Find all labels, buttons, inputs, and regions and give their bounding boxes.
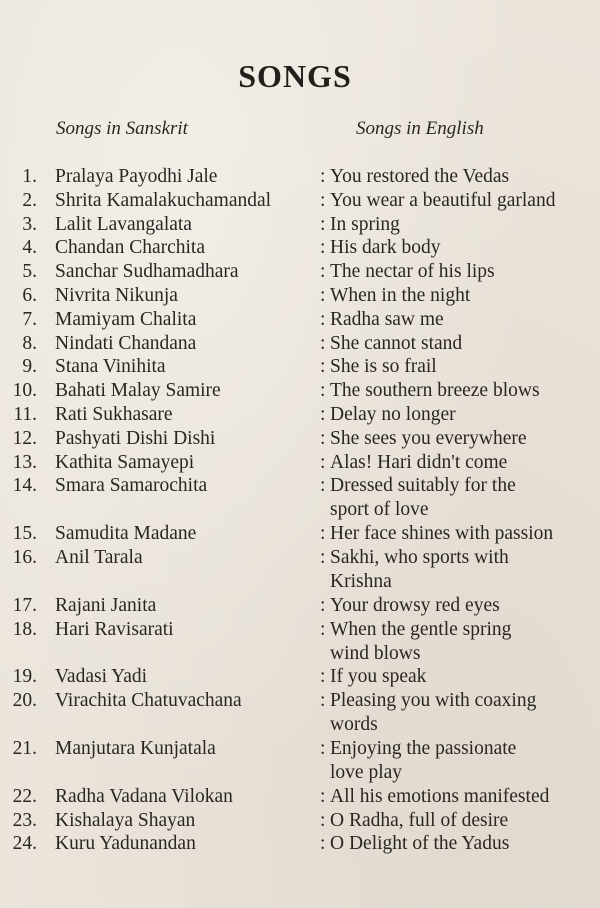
song-row (0, 737, 600, 785)
song-sanskrit-title: Rati Sukhasare (55, 403, 173, 425)
song-sanskrit-title: Pralaya Payodhi Jale (55, 166, 218, 187)
song-sanskrit-title: Samudita Madane (55, 523, 197, 545)
song-sanskrit-title: Nindati Chandana (55, 332, 197, 354)
song-sanskrit-title: Kishalaya Shayan (55, 809, 196, 831)
song-sanskrit-title: Mamiyam Chalita (55, 308, 197, 330)
song-english-title (330, 546, 592, 594)
song-english-title (330, 403, 592, 427)
song-number: 19. (12, 666, 37, 688)
song-english-line: O Radha, full of desire (330, 809, 509, 831)
song-row (0, 809, 600, 833)
song-english-line: She is so frail (330, 356, 437, 378)
song-english-line: Krishna (330, 570, 392, 592)
separator-colon: : (320, 546, 326, 568)
song-english-title (330, 213, 592, 237)
song-english-line: All his emotions manifested (330, 785, 550, 807)
separator-colon: : (320, 213, 326, 235)
song-english-line: Radha saw me (330, 308, 444, 330)
separator-colon: : (320, 403, 326, 425)
song-row (0, 260, 600, 284)
song-english-title (330, 618, 592, 666)
song-row (0, 213, 600, 237)
song-row (0, 522, 600, 546)
song-english-title (330, 451, 592, 475)
song-number: 11. (13, 403, 37, 425)
song-english-line: The nectar of his lips (330, 261, 495, 283)
song-sanskrit-title: Nivrita Nikunja (55, 284, 178, 306)
song-number: 2. (22, 189, 37, 211)
separator-colon: : (320, 261, 326, 283)
songs-list (0, 165, 600, 856)
song-english-line: words (330, 714, 378, 736)
song-row (0, 474, 600, 522)
separator-colon: : (320, 809, 326, 831)
song-number: 5. (22, 261, 37, 283)
song-english-line: If you speak (330, 666, 427, 688)
separator-colon: : (320, 475, 326, 497)
song-english-title (330, 260, 592, 284)
song-row (0, 451, 600, 475)
song-sanskrit-title: Smara Samarochita (55, 475, 208, 497)
song-english-line: When in the night (330, 284, 471, 306)
song-row (0, 332, 600, 356)
song-number: 12. (12, 427, 37, 449)
song-row (0, 236, 600, 260)
song-sanskrit-title: Chandan Charchita (55, 237, 205, 259)
song-number: 4. (22, 237, 37, 259)
song-english-title (330, 689, 592, 737)
song-english-line: Pleasing you with coaxing (330, 690, 537, 712)
song-english-line: Delay no longer (330, 403, 456, 425)
song-sanskrit-title: Anil Tarala (55, 546, 143, 568)
separator-colon: : (320, 166, 326, 187)
song-english-line: O Delight of the Yadus (330, 833, 510, 855)
separator-colon: : (320, 785, 326, 807)
song-english-title (330, 189, 592, 213)
song-number: 20. (12, 690, 37, 712)
song-row (0, 618, 600, 666)
song-english-line: wind blows (330, 642, 421, 664)
separator-colon: : (320, 356, 326, 378)
song-row (0, 832, 600, 856)
separator-colon: : (320, 451, 326, 473)
separator-colon: : (320, 237, 326, 259)
song-row (0, 689, 600, 737)
song-english-title (330, 355, 592, 379)
song-english-title (330, 522, 592, 546)
song-english-line: The southern breeze blows (330, 380, 540, 402)
song-number: 17. (12, 594, 37, 616)
song-sanskrit-title: Lalit Lavangalata (55, 213, 192, 235)
song-english-title (330, 594, 592, 618)
song-row (0, 594, 600, 618)
sanskrit-column-header: Songs in Sanskrit (56, 118, 188, 139)
song-sanskrit-title: Radha Vadana Vilokan (55, 785, 233, 807)
song-number: 13. (12, 451, 37, 473)
song-number: 7. (22, 308, 37, 330)
song-english-title (330, 809, 592, 833)
separator-colon: : (320, 380, 326, 402)
song-number: 15. (12, 523, 37, 545)
song-english-line: She sees you everywhere (330, 427, 527, 449)
separator-colon: : (320, 618, 326, 640)
song-row (0, 379, 600, 403)
song-row (0, 403, 600, 427)
song-english-line: Sakhi, who sports with (330, 546, 509, 568)
separator-colon: : (320, 332, 326, 354)
song-english-line: Your drowsy red eyes (330, 594, 500, 616)
song-sanskrit-title: Kathita Samayepi (55, 451, 195, 473)
song-number: 22. (12, 785, 37, 807)
separator-colon: : (320, 594, 326, 616)
song-number: 18. (12, 618, 37, 640)
song-english-title (330, 379, 592, 403)
song-english-line: Dressed suitably for the (330, 475, 516, 497)
song-row (0, 427, 600, 451)
song-english-line: sport of love (330, 499, 429, 521)
song-sanskrit-title: Shrita Kamalakuchamandal (55, 189, 272, 211)
song-number: 1. (22, 166, 37, 187)
song-english-line: love play (330, 761, 403, 783)
separator-colon: : (320, 523, 326, 545)
song-sanskrit-title: Rajani Janita (55, 594, 157, 616)
song-english-line: She cannot stand (330, 332, 463, 354)
page-title: SONGS (238, 58, 352, 94)
song-row (0, 785, 600, 809)
separator-colon: : (320, 833, 326, 855)
song-sanskrit-title: Sanchar Sudhamadhara (55, 261, 239, 283)
song-row (0, 308, 600, 332)
song-english-line: His dark body (330, 237, 441, 259)
song-number: 16. (12, 546, 37, 568)
song-english-title (330, 165, 592, 189)
separator-colon: : (320, 284, 326, 306)
separator-colon: : (320, 308, 326, 330)
song-english-title (330, 236, 592, 260)
song-sanskrit-title: Kuru Yadunandan (55, 833, 196, 855)
song-number: 3. (22, 213, 37, 235)
song-sanskrit-title: Hari Ravisarati (55, 618, 174, 640)
song-number: 6. (22, 284, 37, 306)
song-english-title (330, 737, 592, 785)
song-english-title (330, 427, 592, 451)
separator-colon: : (320, 737, 326, 759)
song-number: 14. (12, 475, 37, 497)
song-english-title (330, 474, 592, 522)
song-english-title (330, 284, 592, 308)
song-sanskrit-title: Manjutara Kunjatala (55, 737, 216, 759)
song-number: 23. (12, 809, 37, 831)
song-row (0, 165, 600, 189)
song-sanskrit-title: Vadasi Yadi (55, 666, 148, 688)
song-english-line: You restored the Vedas (330, 166, 510, 187)
song-english-title (330, 832, 592, 856)
song-sanskrit-title: Pashyati Dishi Dishi (55, 427, 216, 449)
separator-colon: : (320, 690, 326, 712)
song-english-line: Enjoying the passionate (330, 737, 517, 759)
song-row (0, 665, 600, 689)
song-english-line: Alas! Hari didn't come (330, 451, 508, 473)
song-number: 10. (12, 380, 37, 402)
separator-colon: : (320, 427, 326, 449)
song-sanskrit-title: Bahati Malay Samire (55, 380, 221, 402)
song-number: 8. (22, 332, 37, 354)
english-column-header: Songs in English (356, 118, 484, 139)
song-sanskrit-title: Stana Vinihita (55, 356, 166, 378)
song-row (0, 546, 600, 594)
song-row (0, 355, 600, 379)
song-number: 21. (12, 737, 37, 759)
song-row (0, 284, 600, 308)
separator-colon: : (320, 666, 326, 688)
song-english-title (330, 308, 592, 332)
song-english-line: In spring (330, 213, 400, 235)
song-row (0, 189, 600, 213)
song-english-title (330, 665, 592, 689)
song-english-line: Her face shines with passion (330, 523, 554, 545)
song-english-title (330, 785, 592, 809)
song-sanskrit-title: Virachita Chatuvachana (55, 690, 242, 712)
song-number: 24. (12, 833, 37, 855)
song-number: 9. (22, 356, 37, 378)
song-english-title (330, 332, 592, 356)
separator-colon: : (320, 189, 326, 211)
song-english-line: You wear a beautiful garland (330, 189, 556, 211)
song-english-line: When the gentle spring (330, 618, 512, 640)
